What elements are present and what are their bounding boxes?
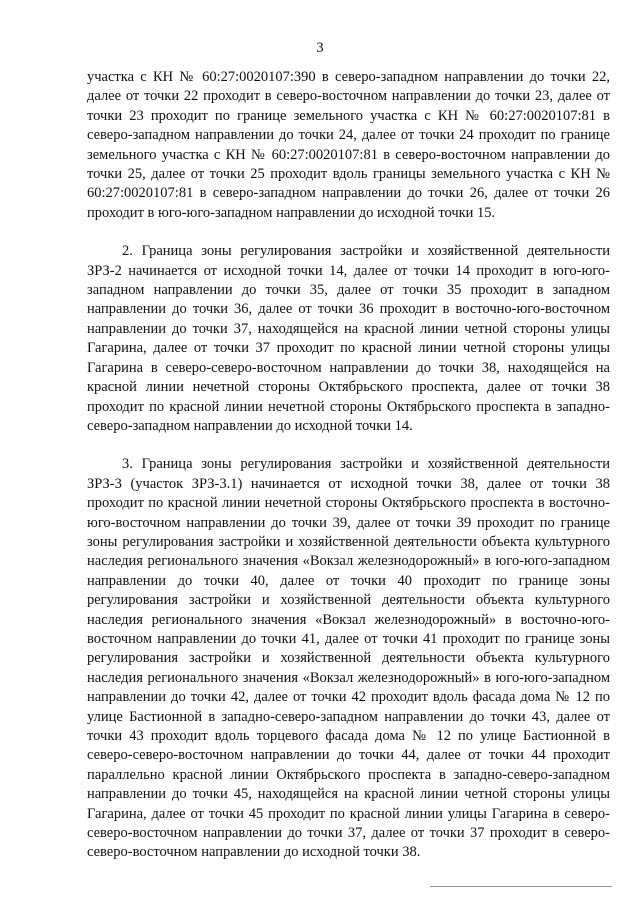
paragraph-zrz-3: 3. Граница зоны регулирования застройки и хозяйственной деятельности ЗРЗ-3 (участок ЗРЗ-3.1) начинается от исходной точки 38, далее от точки 38 проходит по красной линии нечетной стороны Октябрьского проспекта в восточно-юго-восточном направлении до точки 39, далее от точки 39 проходит по границе зоны регулирования застройки и хозяйственной деятельности объекта культурного наследия регионального значения «Вокзал железнодорожный» в юго-юго-западном направлении до точки 40, далее от точки 40 проходит по границе зоны регулирования застройки и хозяйственной деятельности объекта культурного наследия регионального значения «Вокзал железнодорожный» в восточно-юго-восточном направлении до точки 41, далее от точки 41 проходит по границе зоны регулирования застройки и хозяйственной деятельности объекта культурного наследия регионального значения «Вокзал железнодорожный» в юго-юго-западном направлении до точки 42, далее от точки 42 проходит вдоль фасада дома № 12 по улице Бастионной в западно-северо-западном направлении до точки 43, далее от точки 43 проходит вдоль торцевого фасада дома № 12 по улице Бастионной в северо-северо-восточном направлении до точки 44, далее от точки 44 проходит параллельно красной линии Октябрьского проспекта в западно-северо-западном направлении до точки 45, находящейся на красной линии четной стороны улицы Гагарина, далее от точки 45 проходит по красной линии улицы Гагарина в северо-северо-восточном направлении до точки 37, далее от точки 37 проходит в северо-северо-восточном направлении до исходной точки 38. xyxy=(87,456,610,861)
paragraph-gap xyxy=(87,436,610,455)
document-body xyxy=(87,68,610,863)
paragraph-zrz-2: 2. Граница зоны регулирования застройки и хозяйственной деятельности ЗРЗ-2 начинается от исходной точки 14, далее от точки 14 проходит в юго-юго-западном направлении до точки 35, далее от точки 35 проходит в западном направлении до точки 36, далее от точки 36 проходит в восточно-юго-восточном направлении до точки 37, находящейся на красной линии четной стороны улицы Гагарина, далее от точки 37 проходит по красной линии четной стороны улицы Гагарина в северо-северо-восточном направлении до точки 38, находящейся на красной линии нечетной стороны Октябрьского проспекта, далее от точки 38 проходит по красной линии нечетной стороны Октябрьского проспекта в западно-северо-западном направлении до исходной точки 14. xyxy=(87,243,610,434)
paragraph-gap xyxy=(87,223,610,242)
footer-rule xyxy=(430,886,612,887)
paragraph-continuation: участка с КН № 60:27:0020107:390 в северо-западном направлении до точки 22, далее от точки 22 проходит в северо-восточном направлении до точки 23, далее от точки 23 проходит по границе земельного участка с КН № 60:27:0020107:81 в северо-западном направлении до точки 24, далее от точки 24 проходит по границе земельного участка с КН № 60:27:0020107:81 в северо-восточном направлении до точки 25, далее от точки 25 проходит вдоль границы земельного участка с КН № 60:27:0020107:81 в северо-западном направлении до точки 26, далее от точки 26 проходит в юго-юго-западном направлении до исходной точки 15. xyxy=(87,69,610,221)
page-number: 3 xyxy=(316,40,324,56)
